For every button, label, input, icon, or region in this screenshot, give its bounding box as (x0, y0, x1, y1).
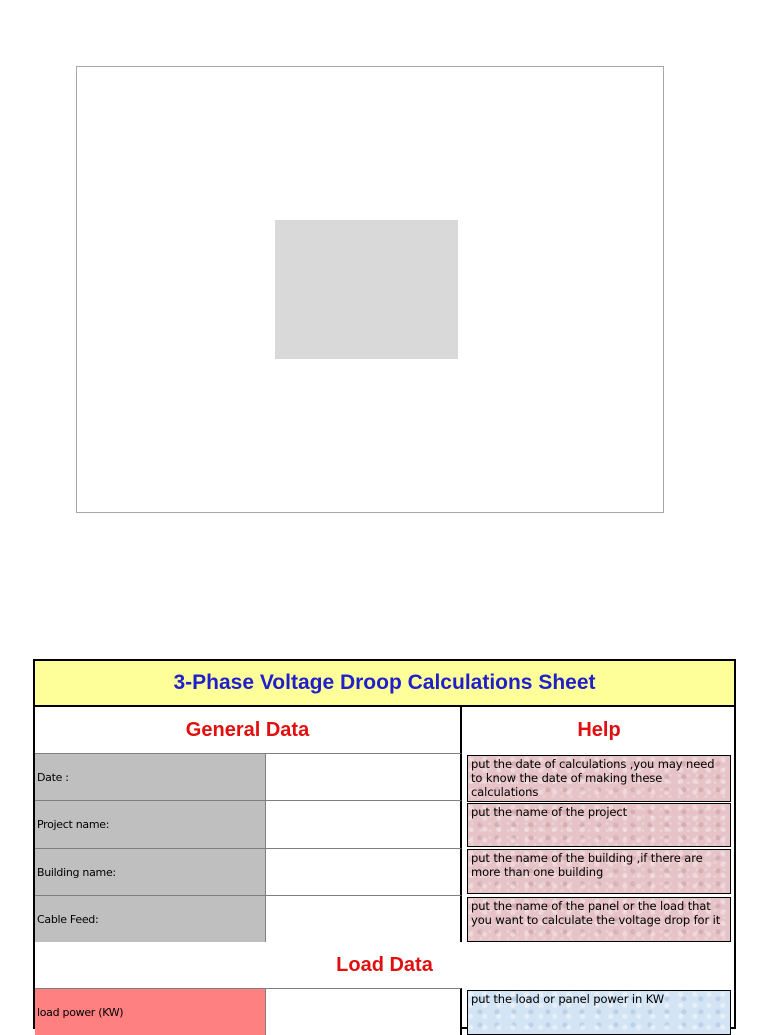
help-project-name: put the name of the project (467, 803, 731, 847)
label-project-name: Project name: (35, 800, 266, 848)
sheet-title: 3-Phase Voltage Droop Calculations Sheet (35, 661, 734, 707)
help-date: put the date of calculations ,you may need to know the date of making these calculations (467, 755, 731, 802)
load-power-input-cell[interactable] (266, 988, 462, 1035)
label-cable-feed: Cable Feed: (35, 895, 266, 942)
load-data-header: Load Data (35, 942, 734, 988)
label-building-name: Building name: (35, 848, 266, 895)
help-cable-feed: put the name of the panel or the load that you want to calculate the voltage drop for it (467, 897, 731, 942)
help-header: Help (464, 707, 734, 753)
cable-feed-input-cell[interactable] (266, 895, 462, 942)
label-load-power: load power (KW) (35, 988, 266, 1035)
help-load-power: put the load or panel power in KW (467, 990, 731, 1035)
general-data-header: General Data (35, 707, 462, 753)
project-name-input-cell[interactable] (266, 800, 462, 848)
chart-image-placeholder (275, 220, 458, 359)
help-building-name: put the name of the building ,if there are more than one building (467, 849, 731, 894)
date-input-cell[interactable] (266, 753, 462, 800)
embedded-chart-frame (76, 66, 664, 513)
calculation-sheet (33, 659, 736, 1029)
label-date: Date : (35, 753, 266, 800)
building-name-input-cell[interactable] (266, 848, 462, 895)
